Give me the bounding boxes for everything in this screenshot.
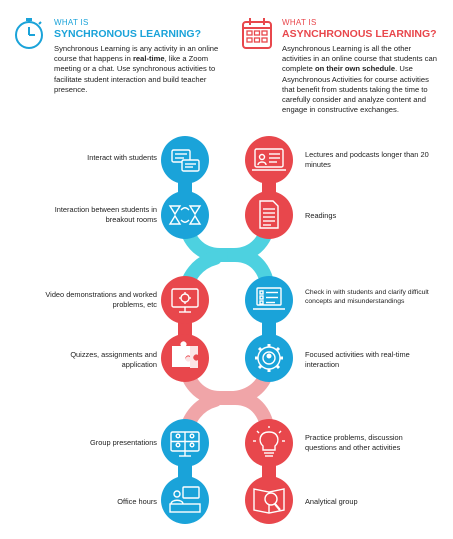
left-circle-2 bbox=[161, 191, 209, 239]
left-circle-3 bbox=[161, 276, 209, 324]
right-circle-1 bbox=[245, 136, 293, 184]
sync-description: Synchronous Learning is any activity in an online course that happens in real-time, like a Zoom meeting or a chat. Use synchronous activities to facilitate student interaction and build teacher presence. bbox=[54, 44, 219, 94]
async-title: ASYNCHRONOUS LEARNING? bbox=[282, 28, 437, 40]
left-label-2: Interaction between students in breakout rooms bbox=[54, 205, 157, 224]
left-circle-6 bbox=[161, 476, 209, 524]
left-label-6: Office hours bbox=[117, 497, 157, 506]
left-circle-4 bbox=[161, 334, 209, 382]
left-label-4: Quizzes, assignments and application bbox=[70, 350, 157, 369]
right-circle-4 bbox=[245, 334, 293, 382]
right-circle-6 bbox=[245, 476, 293, 524]
async-what-label: WHAT IS bbox=[282, 18, 317, 27]
right-circle-2 bbox=[245, 191, 293, 239]
async-description: Asynchronous Learning is all the other activities in an online course that students can complete on their own schedule. Use Asynchronous Activities for course activities that benefit from students taking the time to carefully consider and analyze content and engage in constructive exchanges. bbox=[282, 44, 437, 115]
right-label-4: Focused activities with real-time interaction bbox=[305, 350, 410, 369]
right-label-3: Check in with students and clarify difficult concepts and misunderstandings bbox=[305, 289, 429, 305]
right-circle-5 bbox=[245, 419, 293, 467]
right-label-6: Analytical group bbox=[305, 497, 358, 506]
right-circle-3 bbox=[245, 276, 293, 324]
left-circle-1 bbox=[161, 136, 209, 184]
sync-title: SYNCHRONOUS LEARNING? bbox=[54, 28, 202, 40]
left-label-3: Video demonstrations and worked problems, etc bbox=[45, 290, 157, 309]
right-label-2: Readings bbox=[305, 211, 337, 220]
right-label-5: Practice problems, discussion questions and other activities bbox=[305, 433, 403, 452]
left-label-5: Group presentations bbox=[90, 438, 157, 447]
sync-what-label: WHAT IS bbox=[54, 18, 89, 27]
right-label-1: Lectures and podcasts longer than 20 minutes bbox=[305, 150, 429, 169]
left-circle-5 bbox=[161, 419, 209, 467]
left-label-1: Interact with students bbox=[87, 153, 157, 162]
